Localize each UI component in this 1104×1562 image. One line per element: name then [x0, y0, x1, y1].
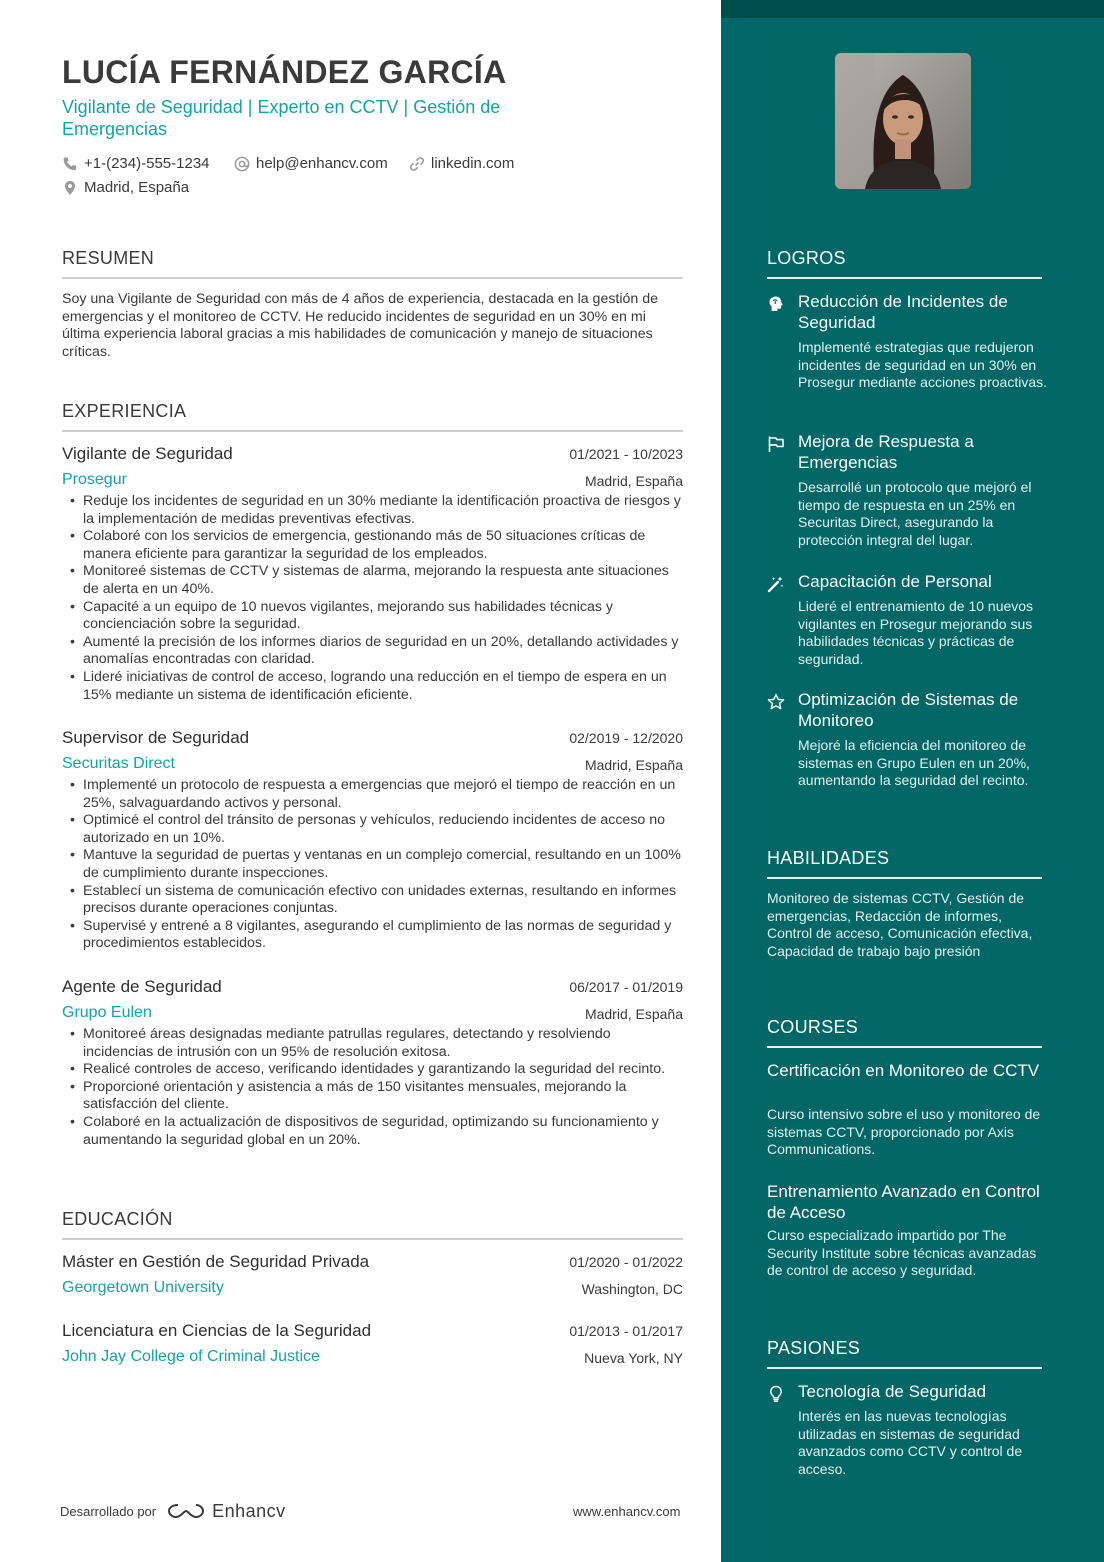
- skills-text: Monitoreo de sistemas CCTV, Gestión de emergencias, Redacción de informes, Control de acceso, Comunicación efectiva, Capacidad de trabajo bajo presión: [767, 890, 1033, 959]
- achievement-description: Lideré el entrenamiento de 10 nuevos vigilantes en Prosegur mejorando sus habilidades técnicas y prácticas de seguridad.: [798, 598, 1034, 667]
- job-title: Supervisor de Seguridad: [62, 728, 250, 747]
- powered-by-text: Desarrollado por: [60, 1503, 157, 1519]
- course-title: Entrenamiento Avanzado en Control de Acceso: [767, 1182, 1040, 1222]
- job-bullets: [70, 1026, 683, 1149]
- experience-divider: [62, 430, 683, 432]
- job-bullets: [70, 493, 683, 704]
- achievement-description: Implementé estrategias que redujeron incidentes de seguridad en un 30% en Prosegur mediante acciones proactivas.: [798, 339, 1048, 391]
- achievements-divider: [767, 277, 1042, 279]
- contact-linkedin[interactable]: [409, 155, 514, 172]
- job-bullet: • Monitoreé sistemas de CCTV y sistemas de alarma, mejorando la respuesta ante situaciones de alerta en un 40%.: [70, 563, 683, 598]
- job-location: Madrid, España: [584, 473, 683, 489]
- job-dates: 01/2021 - 10/2023: [569, 446, 683, 462]
- location-text: Madrid, España: [84, 179, 190, 196]
- brain-icon: [767, 295, 785, 313]
- job-location: Madrid, España: [584, 1006, 683, 1022]
- email-text: help@enhancv.com: [256, 155, 388, 172]
- passions-divider: [767, 1367, 1042, 1369]
- education-dates: 01/2013 - 01/2017: [569, 1323, 683, 1339]
- achievement-title: Mejora de Respuesta a Emergencias: [798, 432, 974, 472]
- job-company: Prosegur: [62, 471, 127, 488]
- brand-name: Enhancv: [212, 1500, 286, 1521]
- school-location: Nueva York, NY: [584, 1350, 683, 1366]
- education-divider: [62, 1238, 683, 1240]
- courses-divider: [767, 1046, 1042, 1048]
- achievement-title: Reducción de Incidentes de Seguridad: [798, 292, 1008, 332]
- magic-wand-icon: [767, 575, 785, 593]
- job-bullet: • Monitoreé áreas designadas mediante patrullas regulares, detectando y resolviendo incidencias de intrusión con un 95% de resolución exitosa.: [70, 1026, 683, 1061]
- phone-icon: [62, 156, 78, 172]
- job-bullet: • Colaboré en la actualización de dispositivos de seguridad, optimizando su funcionamiento y aumentando la seguridad global en un 20%.: [70, 1114, 683, 1149]
- school-name: Georgetown University: [62, 1279, 224, 1296]
- job-location: Madrid, España: [584, 757, 683, 773]
- summary-heading: RESUMEN: [62, 248, 155, 268]
- achievement-title: Optimización de Sistemas de Monitoreo: [798, 690, 1019, 730]
- skills-heading: HABILIDADES: [767, 848, 890, 868]
- job-dates: 02/2019 - 12/2020: [569, 730, 683, 746]
- job-bullet: • Mantuve la seguridad de puertas y ventanas en un complejo comercial, resultando en un 100% de cumplimiento durante inspecciones.: [70, 847, 683, 882]
- job-bullet: • Lideré iniciativas de control de acceso, logrando una reducción en el tiempo de espera en un 15% mediante un sistema de identificación eficiente.: [70, 669, 683, 704]
- footer-website[interactable]: www.enhancv.com: [573, 1504, 681, 1519]
- education-dates: 01/2020 - 01/2022: [569, 1254, 683, 1270]
- profile-photo: [835, 53, 971, 189]
- achievement-description: Desarrollé un protocolo que mejoró el tiempo de respuesta en un 25% en Securitas Direct, asegurando la protección integral del lugar.: [798, 479, 1032, 548]
- school-location: Washington, DC: [581, 1281, 683, 1297]
- location-pin-icon: [62, 180, 78, 196]
- job-bullet: • Implementé un protocolo de respuesta a emergencias que mejoró el tiempo de reacción en un 25%, salvaguardando activos y personal.: [70, 777, 683, 812]
- headline: Vigilante de Seguridad | Experto en CCTV | Gestión de Emergencias: [62, 97, 501, 139]
- sidebar: [721, 0, 1104, 1562]
- job-bullet: • Capacité a un equipo de 10 nuevos vigilantes, mejorando sus habilidades técnicas y concienciación sobre la seguridad.: [70, 599, 683, 634]
- flag-icon: [767, 435, 785, 453]
- experience-heading: EXPERIENCIA: [62, 401, 187, 421]
- job-bullet: • Establecí un sistema de comunicación efectivo con unidades externas, resultando en informes precisos durante operaciones conjuntas.: [70, 883, 683, 918]
- job-bullets: [70, 777, 683, 953]
- linkedin-text: linkedin.com: [431, 155, 515, 172]
- job-bullet: • Supervisé y entrené a 8 vigilantes, asegurando el cumplimiento de las normas de seguridad y procedimientos establecidos.: [70, 918, 683, 953]
- job-dates: 06/2017 - 01/2019: [569, 979, 683, 995]
- at-icon: [234, 156, 250, 172]
- sidebar-top-band: [721, 0, 1104, 18]
- job-bullet: • Proporcioné orientación y asistencia a más de 150 visitantes mensuales, mejorando la satisfacción del cliente.: [70, 1079, 683, 1114]
- job-title: Agente de Seguridad: [62, 977, 222, 996]
- degree-title: Licenciatura en Ciencias de la Seguridad: [62, 1321, 372, 1340]
- summary-text: Soy una Vigilante de Seguridad con más de 4 años de experiencia, destacada en la gestión de emergencias y el monitoreo de CCTV. He reducido incidentes de seguridad en un 30% en mi última experiencia laboral gracias a mis habilidades de comunicación y manejo de situaciones críticas.: [62, 291, 659, 360]
- school-name: John Jay College of Criminal Justice: [62, 1348, 320, 1365]
- job-bullet: • Aumenté la precisión de los informes diarios de seguridad en un 20%, detallando actividades y anomalías encontradas con claridad.: [70, 634, 683, 669]
- job-company: Grupo Eulen: [62, 1004, 152, 1021]
- lightbulb-icon: [767, 1385, 785, 1403]
- degree-title: Máster en Gestión de Seguridad Privada: [62, 1252, 370, 1271]
- job-bullet: • Realicé controles de acceso, verificando identidades y garantizando la seguridad del recinto.: [70, 1061, 683, 1079]
- job-bullet: • Optimicé el control del tránsito de personas y vehículos, reduciendo incidentes de acceso no autorizado en un 10%.: [70, 812, 683, 847]
- job-bullet: • Colaboré con los servicios de emergencia, gestionando más de 50 situaciones críticas de manera eficiente para garantizar la seguridad de los empleados.: [70, 528, 683, 563]
- course-description: Curso intensivo sobre el uso y monitoreo de sistemas CCTV, proporcionado por Axis Communications.: [767, 1106, 1041, 1158]
- candidate-name: LUCÍA FERNÁNDEZ GARCÍA: [62, 54, 507, 90]
- job-bullet: • Reduje los incidentes de seguridad en un 30% mediante la identificación proactiva de riesgos y la implementación de medidas preventivas efectivas.: [70, 493, 683, 528]
- achievements-heading: LOGROS: [767, 248, 846, 268]
- skills-divider: [767, 877, 1042, 879]
- star-icon: [767, 693, 785, 711]
- achievement-title: Capacitación de Personal: [798, 572, 992, 591]
- education-heading: EDUCACIÓN: [62, 1209, 173, 1229]
- job-title: Vigilante de Seguridad: [62, 444, 233, 463]
- contact-phone[interactable]: [62, 155, 210, 172]
- phone-text: +1-(234)-555-1234: [84, 155, 210, 172]
- course-description: Curso especializado impartido por The Security Institute sobre técnicas avanzadas de control de acceso y seguridad.: [767, 1227, 1037, 1279]
- link-icon: [409, 156, 425, 172]
- passion-description: Interés en las nuevas tecnologías utilizadas en sistemas de seguridad avanzados como CCTV y control de acceso.: [798, 1408, 1023, 1477]
- contact-location: [62, 179, 189, 196]
- summary-divider: [62, 277, 683, 279]
- enhancv-logo-icon: [166, 1500, 206, 1522]
- footer-branding: [60, 1500, 286, 1522]
- courses-heading: COURSES: [767, 1017, 859, 1037]
- job-company: Securitas Direct: [62, 755, 175, 772]
- passions-heading: PASIONES: [767, 1338, 861, 1358]
- course-title: Certificación en Monitoreo de CCTV: [767, 1061, 1040, 1080]
- contact-email[interactable]: [234, 155, 388, 172]
- achievement-description: Mejoré la eficiencia del monitoreo de sistemas en Grupo Eulen en un 20%, aumentando la seguridad del recinto.: [798, 737, 1030, 789]
- passion-title: Tecnología de Seguridad: [798, 1382, 987, 1401]
